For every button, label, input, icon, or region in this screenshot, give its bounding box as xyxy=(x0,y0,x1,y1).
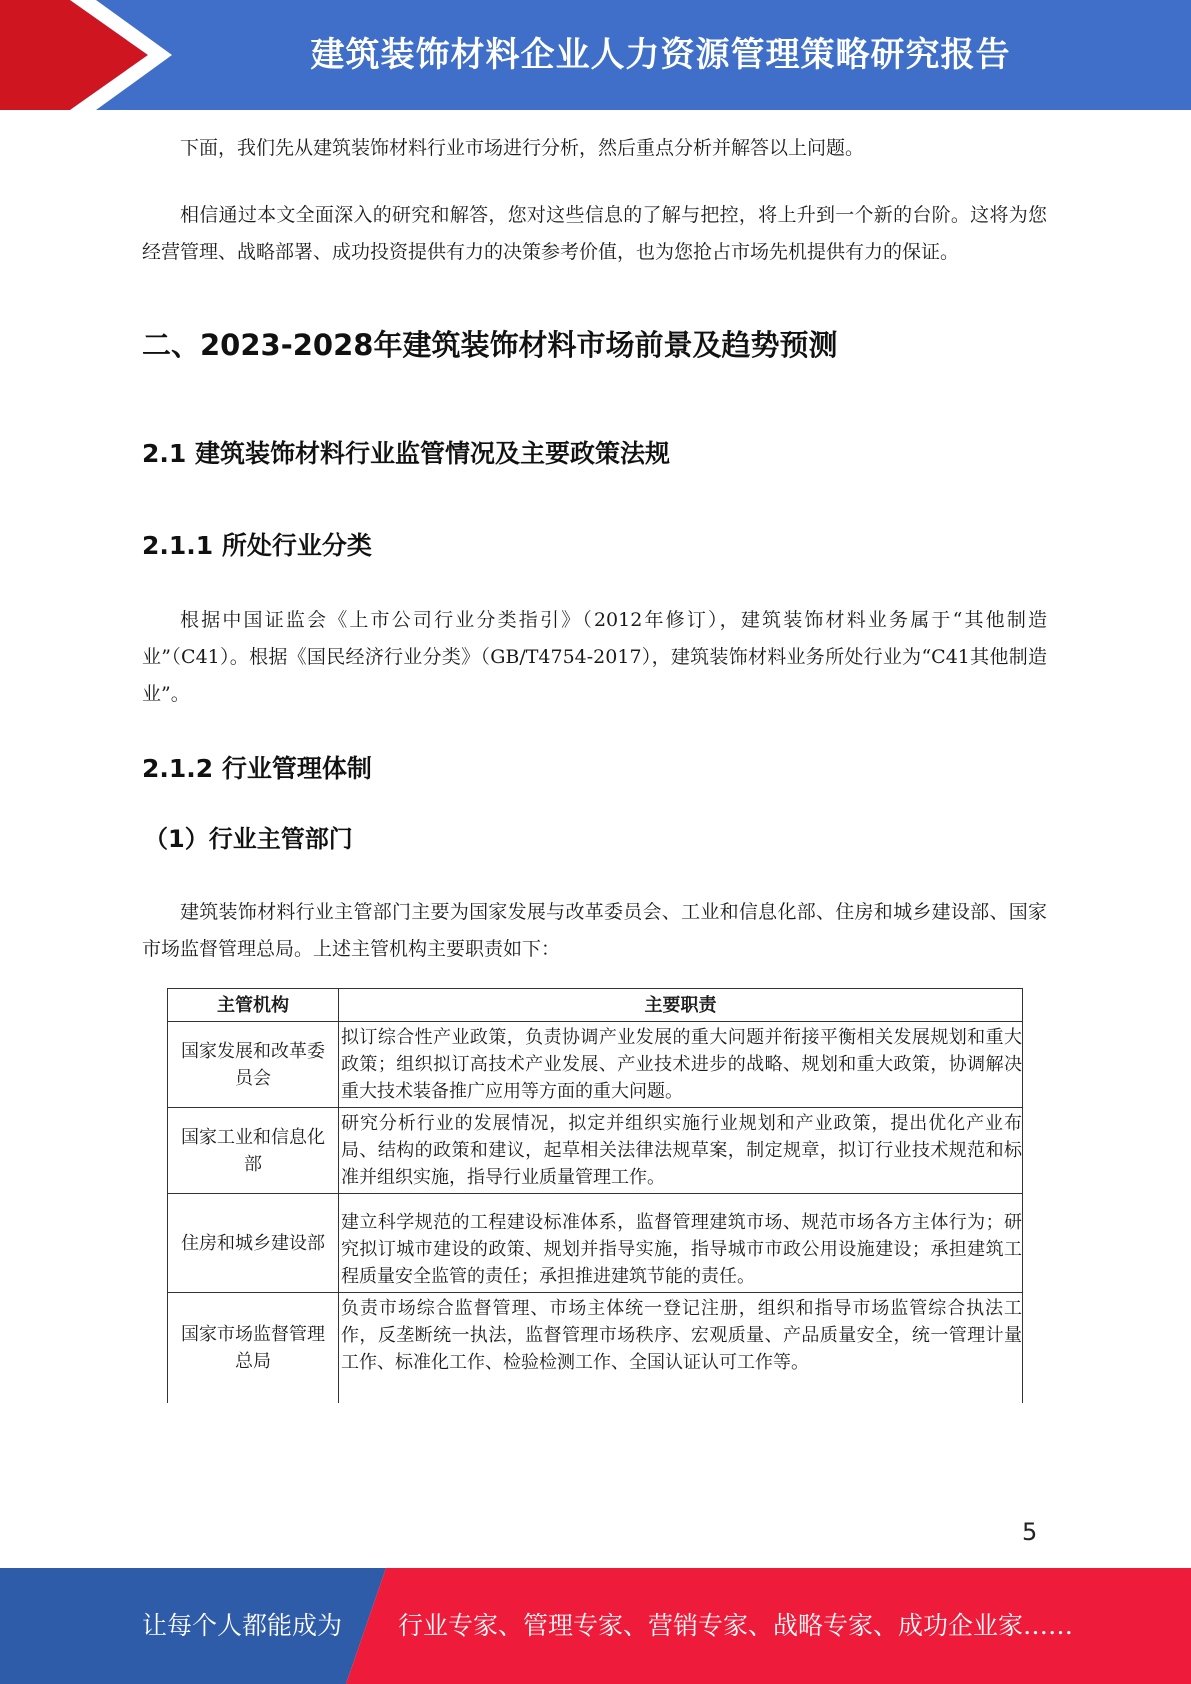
table-cell-org: 国家发展和改革委员会 xyxy=(168,1022,339,1108)
table-row xyxy=(168,1194,1023,1293)
page-header xyxy=(0,0,1191,110)
table-header-duty: 主要职责 xyxy=(339,989,1023,1022)
subheading-authorities: （1）行业主管部门 xyxy=(144,825,353,853)
table-row xyxy=(168,1293,1023,1403)
page-number: 5 xyxy=(1022,1518,1038,1546)
table-cell-duty: 拟订综合性产业政策，负责协调产业发展的重大问题并衔接平衡相关发展规划和重大政策；组织拟订高技术产业发展、产业技术进步的战略、规划和重大政策，协调解决重大技术装备推广应用等方面的重大问题。 xyxy=(339,1022,1023,1108)
industry-classification-paragraph: 根据中国证监会《上市公司行业分类指引》（2012年修订），建筑装饰材料业务属于“其他制造业”（C41）。根据《国民经济行业分类》（GB/T4754-2017），建筑装饰材料业务所处行业为“C41其他制造业”。 xyxy=(142,609,1047,705)
table-header-row xyxy=(168,989,1023,1022)
table-row xyxy=(168,1108,1023,1194)
report-title: 建筑装饰材料企业人力资源管理策略研究报告 xyxy=(310,35,1011,75)
table-cell-duty: 负责市场综合监督管理、市场主体统一登记注册，组织和指导市场监管综合执法工作，反垄断统一执法，监督管理市场秩序、宏观质量、产品质量安全，统一管理计量工作、标准化工作、检验检测工作、全国认证认可工作等。 xyxy=(339,1293,1023,1403)
authorities-table xyxy=(167,988,1023,1403)
table-header-org: 主管机构 xyxy=(168,989,339,1022)
authorities-paragraph: 建筑装饰材料行业主管部门主要为国家发展与改革委员会、工业和信息化部、住房和城乡建设部、国家市场监督管理总局。上述主管机构主要职责如下： xyxy=(142,901,1047,960)
intro-paragraph-1: 下面，我们先从建筑装饰材料行业市场进行分析，然后重点分析并解答以上问题。 xyxy=(180,137,865,159)
table-cell-org: 国家市场监督管理总局 xyxy=(168,1293,339,1403)
table-cell-duty: 研究分析行业的发展情况，拟定并组织实施行业规划和产业政策，提出优化产业布局、结构的政策和建议，起草相关法律法规草案，制定规章，拟订行业技术规范和标准并组织实施，指导行业质量管理工作。 xyxy=(339,1108,1023,1194)
table-cell-duty: 建立科学规范的工程建设标准体系，监督管理建筑市场、规范市场各方主体行为；研究拟订城市建设的政策、规划并指导实施，指导城市市政公用设施建设；承担建筑工程质量安全监管的责任；承担推进建筑节能的责任。 xyxy=(339,1194,1023,1293)
intro-paragraph-2: 相信通过本文全面深入的研究和解答，您对这些信息的了解与把控，将上升到一个新的台阶。这将为您经营管理、战略部署、成功投资提供有力的决策参考价值，也为您抢占市场先机提供有力的保证。 xyxy=(142,204,1047,263)
subsection-heading-2-1-1: 2.1.1 所处行业分类 xyxy=(142,531,372,560)
subsection-heading-2-1: 2.1 建筑装饰材料行业监管情况及主要政策法规 xyxy=(142,439,670,468)
table-row xyxy=(168,1022,1023,1108)
page-content xyxy=(142,130,1047,1403)
table-cell-org: 国家工业和信息化部 xyxy=(168,1108,339,1194)
page-footer xyxy=(0,1568,1191,1684)
table-cell-org: 住房和城乡建设部 xyxy=(168,1194,339,1293)
footer-slogan-left: 让每个人都能成为 xyxy=(142,1611,343,1640)
footer-slogan-right: 行业专家、管理专家、营销专家、战略专家、成功企业家…… xyxy=(398,1611,1074,1640)
subsection-heading-2-1-2: 2.1.2 行业管理体制 xyxy=(142,754,372,783)
section-heading: 二、2023-2028年建筑装饰材料市场前景及趋势预测 xyxy=(142,328,838,362)
